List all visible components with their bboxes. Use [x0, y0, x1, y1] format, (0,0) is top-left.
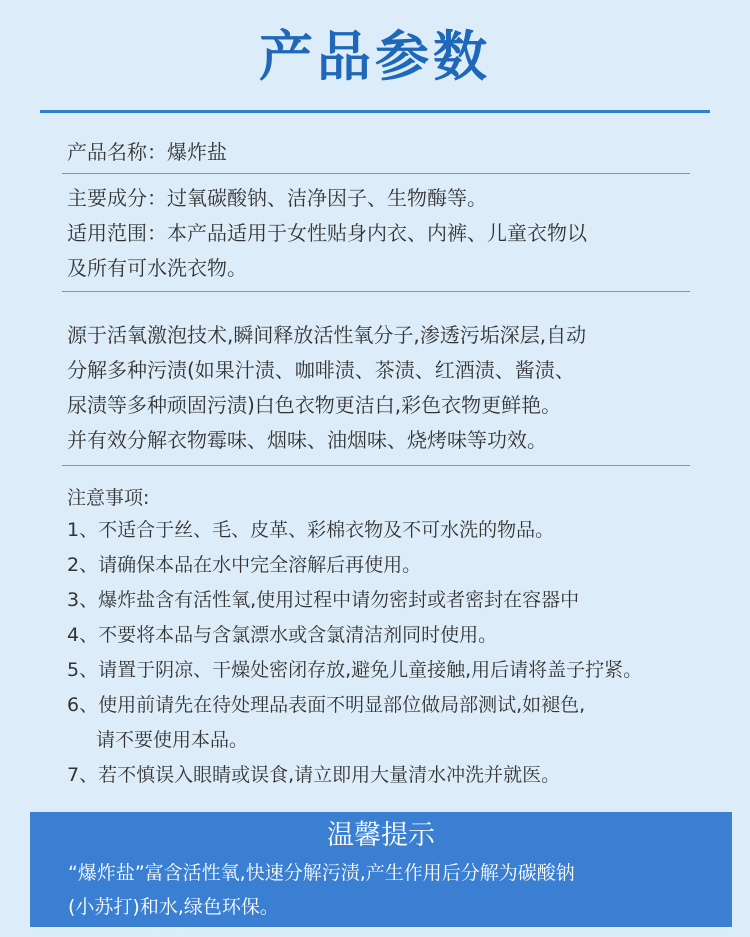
description-line: 源于活氧激泡技术,瞬间释放活性氧分子,渗透污垢深层,自动: [67, 323, 587, 347]
description-line: 尿渍等多种顽固污渍)白色衣物更洁白,彩色衣物更鲜艳。: [67, 393, 562, 417]
note-item: 3、爆炸盐含有活性氧,使用过程中请勿密封或者密封在容器中: [67, 589, 580, 611]
tips-text: “爆炸盐”富含活性氧,快速分解污渍,产生作用后分解为碳酸钠: [68, 862, 575, 884]
note-item: 1、不适合于丝、毛、皮革、彩棉衣物及不可水洗的物品。: [67, 519, 555, 541]
note-item: 2、请确保本品在水中完全溶解后再使用。: [67, 554, 422, 576]
note-item: 4、不要将本品与含氯漂水或含氯清洁剂同时使用。: [67, 624, 498, 646]
description-line: 分解多种污渍(如果汁渍、咖啡渍、茶渍、红酒渍、酱渍、: [67, 358, 575, 382]
product-scope: 适用范围：本产品适用于女性贴身内衣、内裤、儿童衣物以: [67, 221, 587, 245]
description-line: 并有效分解衣物霉味、烟味、油烟味、烧烤味等功效。: [67, 428, 547, 452]
tips-text: (小苏打)和水,绿色环保。: [68, 896, 279, 918]
page-title: 产品参数: [259, 25, 491, 88]
note-item: 7、若不慎误入眼睛或误食,请立即用大量清水冲洗并就医。: [67, 764, 561, 786]
tips-title: 温馨提示: [327, 820, 435, 851]
product-name: 产品名称：爆炸盐: [67, 140, 227, 164]
note-item: 6、使用前请先在待处理品表面不明显部位做局部测试,如褪色,: [67, 694, 586, 716]
product-scope-cont: 及所有可水洗衣物。: [67, 256, 247, 280]
notes-heading: 注意事项:: [67, 487, 150, 509]
product-ingredients: 主要成分：过氧碳酸钠、洁净因子、生物酶等。: [67, 186, 487, 210]
divider: [62, 465, 690, 466]
tips-box: [30, 812, 732, 927]
title-underline: [40, 110, 710, 113]
divider: [62, 291, 690, 292]
note-item: 5、请置于阴凉、干燥处密闭存放,避免儿童接触,用后请将盖子拧紧。: [67, 659, 643, 681]
divider: [62, 173, 690, 174]
note-item-continuation: 请不要使用本品。: [96, 729, 249, 751]
